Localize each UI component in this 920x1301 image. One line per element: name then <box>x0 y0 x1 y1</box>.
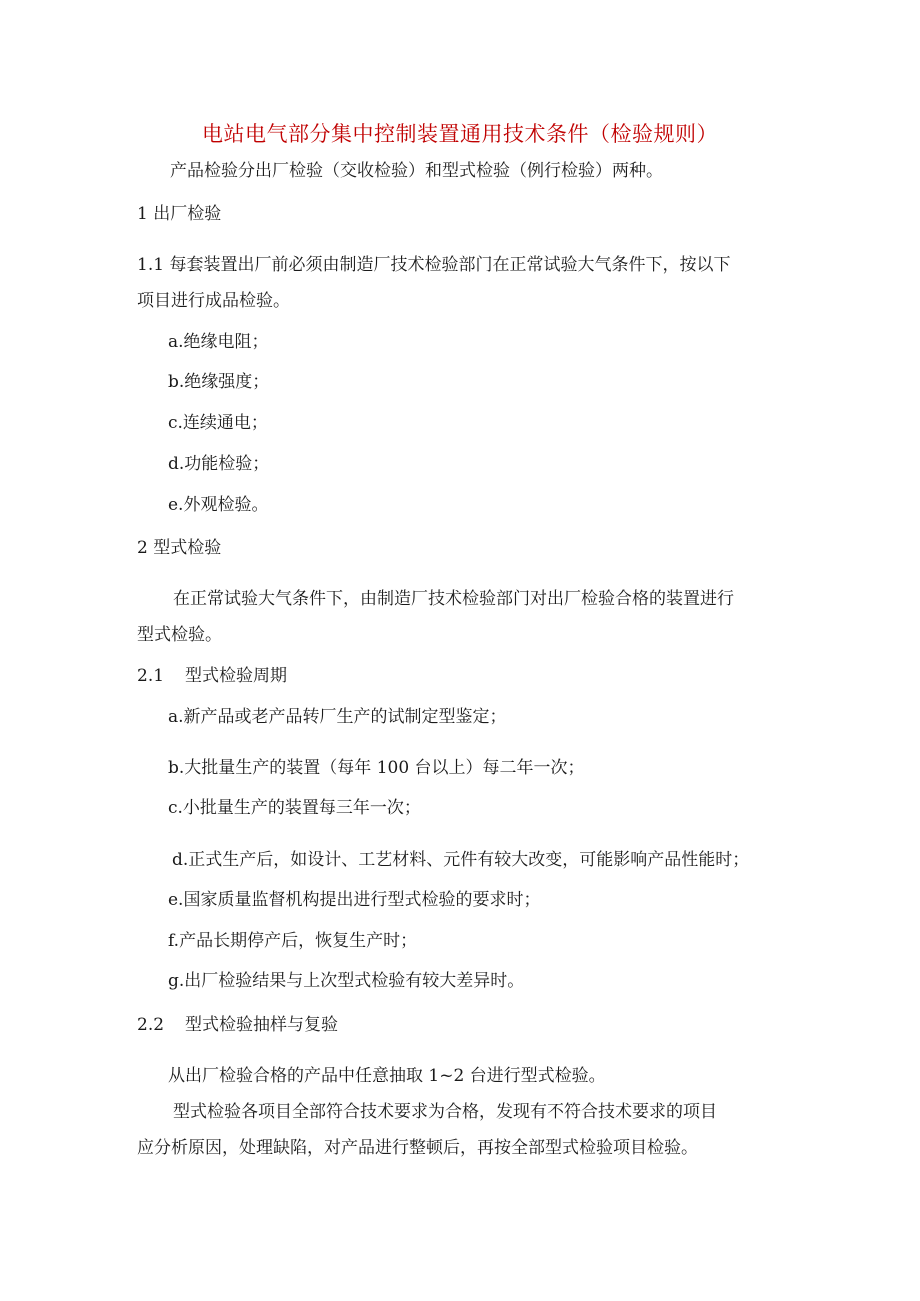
list-item: g.出厂检验结果与上次型式检验有较大差异时。 <box>168 971 525 991</box>
list-item: f.产品长期停产后，恢复生产时； <box>168 931 418 951</box>
intro-paragraph: 产品检验分出厂检验（交收检验）和型式检验（例行检验）两种。 <box>170 161 663 181</box>
retest-paragraph-line-1: 型式检验各项目全部符合技术要求为合格，发现有不符合技术要求的项目 <box>173 1102 717 1122</box>
section-title: 型式检验抽样与复验 <box>185 1015 338 1035</box>
list-item: d.正式生产后，如设计、工艺材料、元件有较大改变，可能影响产品性能时； <box>172 850 750 870</box>
list-item: e.外观检验。 <box>168 495 269 515</box>
section-1-1-line-1: 1.1 每套装置出厂前必须由制造厂技术检验部门在正常试验大气条件下，按以下 <box>137 255 731 275</box>
retest-paragraph-line-2: 应分析原因，处理缺陷，对产品进行整顿后，再按全部型式检验项目检验。 <box>137 1138 698 1158</box>
document-title: 电站电气部分集中控制装置通用技术条件（检验规则） <box>202 122 718 146</box>
list-item: a.绝缘电阻； <box>168 332 269 352</box>
list-item: e.国家质量监督机构提出进行型式检验的要求时； <box>168 890 541 910</box>
section-1-heading: 1 出厂检验 <box>137 204 222 224</box>
list-item: c.小批量生产的装置每三年一次； <box>168 798 421 818</box>
section-2-2-heading <box>137 1014 338 1036</box>
list-item: c.连续通电； <box>168 413 268 433</box>
section-2-paragraph-line-1: 在正常试验大气条件下，由制造厂技术检验部门对出厂检验合格的装置进行 <box>173 589 734 609</box>
section-2-1-heading <box>137 665 287 687</box>
list-item: b.大批量生产的装置（每年 100 台以上）每二年一次； <box>168 758 585 778</box>
section-title: 型式检验周期 <box>185 666 287 686</box>
section-1-1-line-2: 项目进行成品检验。 <box>137 291 290 311</box>
section-number: 2.2 <box>137 1015 165 1035</box>
list-item: a.新产品或老产品转厂生产的试制定型鉴定； <box>168 707 507 727</box>
section-number: 2.1 <box>137 666 165 686</box>
section-2-heading: 2 型式检验 <box>137 538 222 558</box>
list-item: d.功能检验； <box>168 454 270 474</box>
section-2-paragraph-line-2: 型式检验。 <box>137 625 222 645</box>
list-item: b.绝缘强度； <box>168 372 270 392</box>
sampling-paragraph: 从出厂检验合格的产品中任意抽取 1~2 台进行型式检验。 <box>168 1066 606 1086</box>
